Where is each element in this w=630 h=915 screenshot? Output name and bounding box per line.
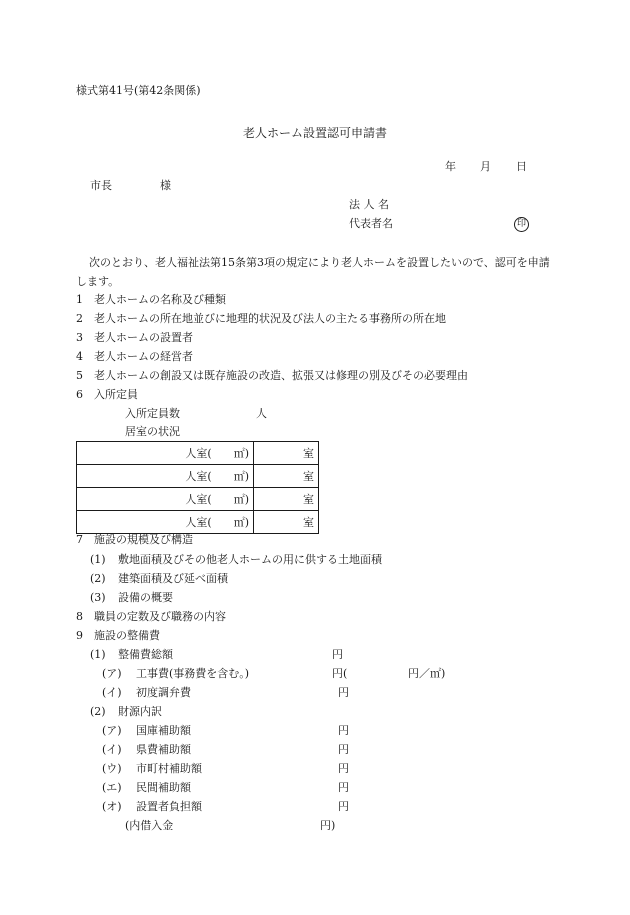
room-size-cell: 人室( ㎡): [77, 465, 254, 488]
source-num: (オ): [102, 800, 122, 813]
cost-startup-num: (イ): [102, 686, 122, 699]
source-num: (ア): [102, 724, 122, 737]
room-size-cell: 人室( ㎡): [77, 488, 254, 511]
room-count-cell: 室: [254, 511, 319, 534]
item-2-num: 2: [76, 312, 83, 325]
table-row: [77, 442, 319, 465]
date-year: 年: [445, 160, 456, 173]
item-6-num: 6: [76, 388, 83, 401]
addressee-honorific: 様: [160, 179, 171, 192]
item-9-text: 施設の整備費: [94, 629, 160, 642]
corp-name-label: 法 人 名: [349, 198, 389, 211]
document-title: 老人ホーム設置認可申請書: [243, 126, 388, 140]
intro-paragraph: 次のとおり、老人福祉法第15条第3項の規定により老人ホームを設置したいので、認可を申請します。: [76, 256, 550, 288]
item-3-num: 3: [76, 331, 83, 344]
source-label: 民間補助額: [136, 781, 191, 794]
room-table: [76, 441, 319, 534]
room-status-label: 居室の状況: [125, 425, 180, 438]
cost-construction-per: 円／㎡): [408, 667, 446, 680]
table-row: [77, 511, 319, 534]
item-1-num: 1: [76, 293, 83, 306]
item-7-2-text: 建築面積及び延べ面積: [118, 572, 228, 585]
source-unit: 円: [338, 743, 349, 756]
representative-label: 代表者名: [349, 217, 393, 230]
room-size-cell: 人室( ㎡): [77, 511, 254, 534]
cost-construction-label: 工事費(事務費を含む。): [136, 667, 250, 680]
cost-total-label: 整備費総額: [118, 648, 173, 661]
cost-construction-unit: 円(: [332, 667, 348, 680]
item-7-3-num: (3): [90, 591, 106, 604]
date-day: 日: [516, 160, 527, 173]
source-unit: 円: [338, 800, 349, 813]
item-7-1-num: (1): [90, 553, 106, 566]
item-7-2-num: (2): [90, 572, 106, 585]
source-unit: 円: [338, 724, 349, 737]
capacity-unit: 人: [256, 407, 267, 420]
sources-header-num: (2): [90, 705, 106, 718]
source-label: 設置者負担額: [136, 800, 202, 813]
room-count-cell: 室: [254, 465, 319, 488]
item-5-num: 5: [76, 369, 83, 382]
item-7-3-text: 設備の概要: [118, 591, 173, 604]
sources-header-label: 財源内訳: [118, 705, 162, 718]
source-label: 県費補助額: [136, 743, 191, 756]
item-7-text: 施設の規模及び構造: [94, 533, 193, 546]
form-id: 様式第41号(第42条関係): [76, 84, 201, 97]
addressee-city: 市長: [90, 179, 112, 192]
item-7-num: 7: [76, 533, 83, 546]
cost-total-unit: 円: [332, 648, 343, 661]
source-num: (ウ): [102, 762, 122, 775]
seal-mark: 印: [514, 217, 529, 232]
item-8-text: 職員の定数及び職務の内容: [94, 610, 226, 623]
room-size-cell: 人室( ㎡): [77, 442, 254, 465]
source-num: (エ): [102, 781, 122, 794]
item-6-text: 入所定員: [94, 388, 138, 401]
loan-unit: 円): [320, 819, 336, 832]
item-9-num: 9: [76, 629, 83, 642]
cost-startup-unit: 円: [338, 686, 349, 699]
item-4-num: 4: [76, 350, 83, 363]
room-count-cell: 室: [254, 442, 319, 465]
source-num: (イ): [102, 743, 122, 756]
source-unit: 円: [338, 762, 349, 775]
cost-startup-label: 初度調弁費: [136, 686, 191, 699]
item-8-num: 8: [76, 610, 83, 623]
room-count-cell: 室: [254, 488, 319, 511]
table-row: [77, 488, 319, 511]
item-2-text: 老人ホームの所在地並びに地理的状況及び法人の主たる事務所の所在地: [94, 312, 446, 325]
source-label: 市町村補助額: [136, 762, 202, 775]
source-unit: 円: [338, 781, 349, 794]
cost-total-num: (1): [90, 648, 106, 661]
item-7-1-text: 敷地面積及びその他老人ホームの用に供する土地面積: [118, 553, 382, 566]
item-4-text: 老人ホームの経営者: [94, 350, 193, 363]
cost-construction-num: (ア): [102, 667, 122, 680]
source-label: 国庫補助額: [136, 724, 191, 737]
capacity-label: 入所定員数: [125, 407, 180, 420]
loan-label: (内借入金: [125, 819, 174, 832]
date-month: 月: [480, 160, 491, 173]
table-row: [77, 465, 319, 488]
item-5-text: 老人ホームの創設又は既存施設の改造、拡張又は修理の別及びその必要理由: [94, 369, 468, 382]
item-1-text: 老人ホームの名称及び種類: [94, 293, 226, 306]
item-3-text: 老人ホームの設置者: [94, 331, 193, 344]
